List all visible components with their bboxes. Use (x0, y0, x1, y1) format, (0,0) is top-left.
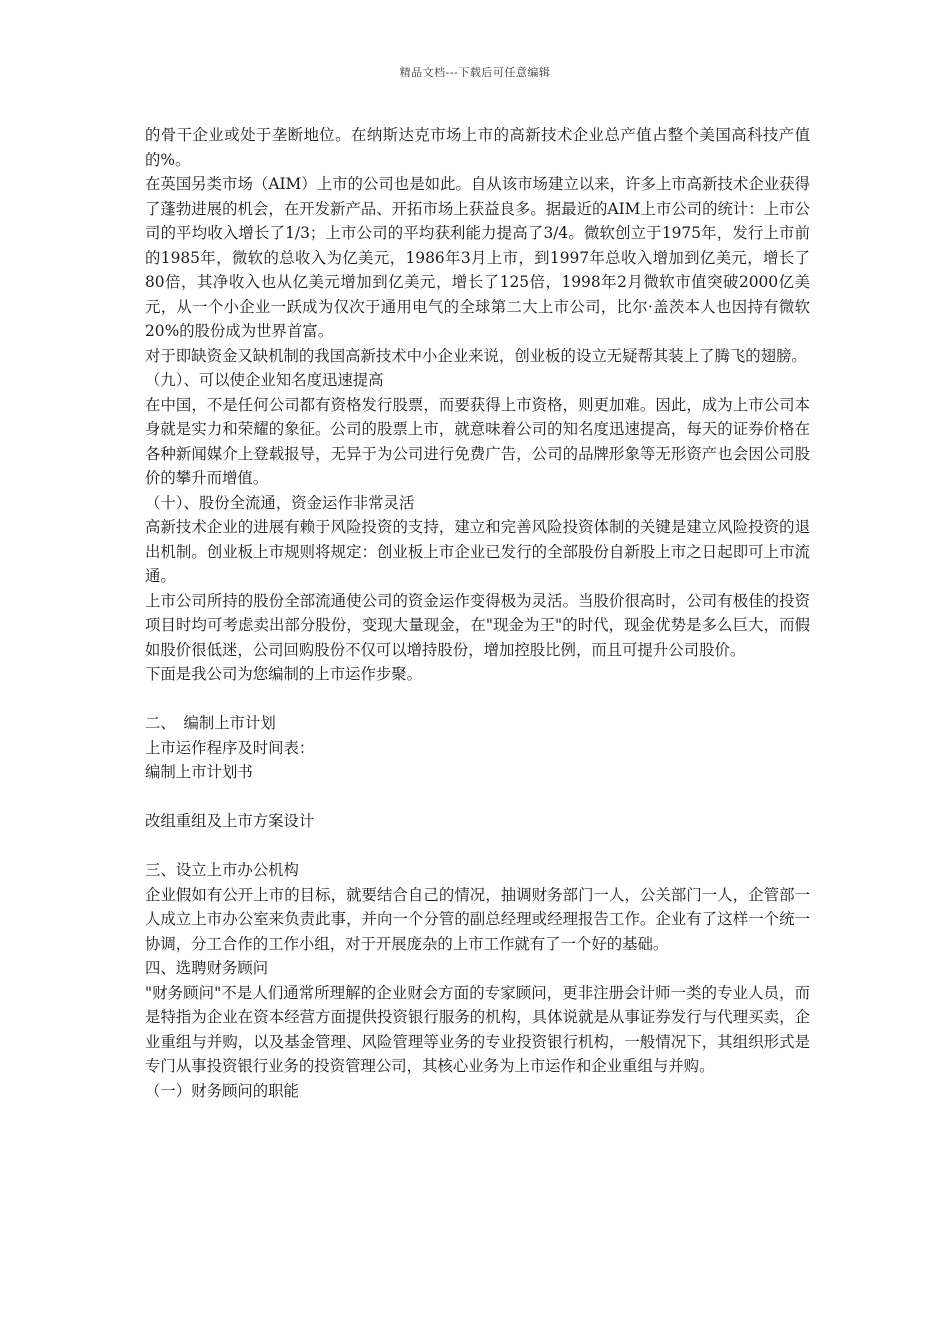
paragraph: 上市公司所持的股份全部流通使公司的资金运作变得极为灵活。当股价很高时，公司有极佳的投资项目时均可考虑卖出部分股份，变现大量现金，在"现金为王"的时代，现金优势是多么巨大，而假如股价很低迷，公司回购股份不仅可以增持股份，增加控股比例，而且可提升公司股价。 (145, 591, 810, 659)
paragraph: 对于即缺资金又缺机制的我国高新技术中小企业来说，创业板的设立无疑帮其装上了腾飞的翅膀。 (145, 346, 807, 365)
section-heading: （九）、可以使企业知名度迅速提高 (145, 371, 384, 389)
paragraph: 的骨干企业或处于垄断地位。在纳斯达克市场上市的高新技术企业总产值占整个美国高科技产值的%。 (145, 126, 810, 169)
blank-line (145, 687, 810, 712)
paragraph: 编制上市计划书 (145, 763, 253, 781)
blank-line (145, 834, 810, 859)
blank-line (145, 785, 810, 810)
paragraph: 在中国，不是任何公司都有资格发行股票，而要获得上市资格，则更加难。因此，成为上市公司本身就是实力和荣耀的象征。公司的股票上市，就意味着公司的知名度迅速提高，每天的证券价格在各种新闻媒介上登载报导，无异于为公司进行免费广告，公司的品牌形象等无形资产也会因公司股价的攀升而增值。 (145, 395, 810, 487)
page-header: 精品文档---下载后可任意编辑 (399, 66, 551, 79)
paragraph: 改组重组及上市方案设计 (145, 812, 315, 830)
section-heading: 三、设立上市办公机构 (145, 861, 299, 879)
section-heading: （十）、股份全流通，资金运作非常灵活 (145, 493, 415, 512)
paragraph: 企业假如有公开上市的目标，就要结合自己的情况，抽调财务部门一人，公关部门一人，企管部一人成立上市办公室来负责此事，并向一个分管的副总经理或经理报告工作。企业有了这样一个统一协调，分工合作的工作小组，对于开展庞杂的上市工作就有了一个好的基础。 (145, 885, 810, 953)
section-heading: 四、选聘财务顾问 (145, 959, 269, 977)
section-heading: （一）财务顾问的职能 (145, 1081, 299, 1100)
document-body (145, 123, 810, 1103)
paragraph: 高新技术企业的进展有赖于风险投资的支持，建立和完善风险投资体制的关键是建立风险投资的退出机制。创业板上市规则将规定：创业板上市企业已发行的全部股份自新股上市之日起即可上市流通。 (145, 518, 810, 585)
paragraph: 在英国另类市场（AIM）上市的公司也是如此。自从该市场建立以来，许多上市高新技术企业获得了蓬勃进展的机会，在开发新产品、开拓市场上获益良多。据最近的AIM上市公司的统计：上市公司的平均收入增长了1/3；上市公司的平均获利能力提高了3/4。微软创立于1975年，发行上市前的1985年，微软的总收入为亿美元，1986年3月上市，到1997年总收入增加到亿美元，增长了80倍，其净收入也从亿美元增加到亿美元，增长了125倍，1998年2月微软市值突破2000亿美元，从一个小企业一跃成为仅次于通用电气的全球第二大上市公司，比尔·盖茨本人也因持有微软20%的股份成为世界首富。 (145, 175, 810, 340)
paragraph: 上市运作程序及时间表： (145, 738, 315, 757)
paragraph: 下面是我公司为您编制的上市运作步聚。 (145, 665, 423, 683)
section-heading: 二、 编制上市计划 (145, 714, 276, 732)
paragraph: "财务顾问"不是人们通常所理解的企业财会方面的专家顾问，更非注册会计师一类的专业人员，而是特指为企业在资本经营方面提供投资银行服务的机构，具体说就是从事证券发行与代理买卖，企业重组与并购，以及基金管理、风险管理等业务的专业投资银行机构，一般情况下，其组织形式是专门从事投资银行业务的投资管理公司，其核心业务为上市运作和企业重组与并购。 (145, 983, 810, 1075)
